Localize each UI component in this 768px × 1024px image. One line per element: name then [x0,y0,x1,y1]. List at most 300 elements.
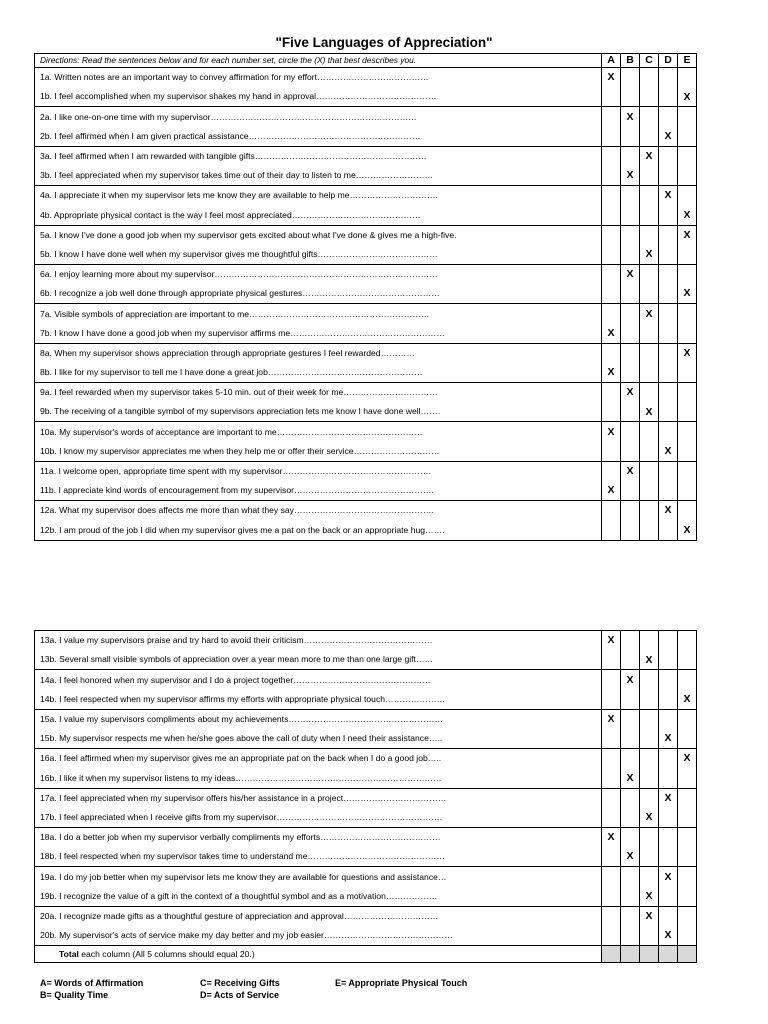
answer-cell-a[interactable] [602,827,621,847]
answer-cell-c[interactable] [640,729,659,749]
answer-cell-c[interactable] [640,264,659,284]
x-mark: X [683,287,691,300]
answer-cell-b[interactable] [621,461,640,481]
answer-cell-b[interactable] [621,749,640,769]
answer-cell-c[interactable] [640,886,659,906]
answer-cell-b[interactable] [621,650,640,670]
question-row [35,442,697,462]
answer-cell-a[interactable] [602,906,621,926]
answer-cell-d[interactable] [659,186,678,206]
answer-cell-b[interactable] [621,186,640,206]
answer-cell-c[interactable] [640,749,659,769]
question-row [35,343,697,363]
answer-cell-a[interactable] [602,383,621,403]
answer-cell-b[interactable] [621,225,640,245]
answer-cell-b[interactable] [621,264,640,284]
answer-cell-a[interactable] [602,886,621,906]
answer-cell-a[interactable] [602,670,621,690]
answer-cell-a[interactable] [602,422,621,442]
answer-cell-c[interactable] [640,847,659,867]
answer-cell-d[interactable] [659,808,678,828]
answer-cell-d[interactable] [659,481,678,501]
x-mark: X [645,248,653,261]
x-mark: X [645,653,653,666]
answer-cell-c[interactable] [640,709,659,729]
answer-cell-d[interactable] [659,670,678,690]
answer-cell-e[interactable] [678,205,697,225]
answer-cell-b[interactable] [621,343,640,363]
total-cell-c[interactable] [640,946,659,963]
answer-cell-c[interactable] [640,205,659,225]
answer-cell-a[interactable] [602,501,621,521]
question-row [35,847,697,867]
answer-cell-e[interactable] [678,906,697,926]
statement-text: 15a. I value my supervisors compliments about my achievements……………………………………………… [35,709,602,729]
answer-cell-e[interactable] [678,245,697,265]
x-mark: X [664,929,672,942]
x-mark: X [645,405,653,418]
answer-cell-e[interactable] [678,670,697,690]
answer-cell-d[interactable] [659,709,678,729]
answer-cell-a[interactable] [602,442,621,462]
answer-cell-e[interactable] [678,146,697,166]
statement-text: 19a. I do my job better when my supervisor lets me know they are available for questions and assistance… [35,867,602,887]
answer-cell-c[interactable] [640,127,659,147]
x-mark: X [626,169,634,182]
statement-text: 11b. I appreciate kind words of encouragement from my supervisor…………………………………………. [35,481,602,501]
answer-cell-e[interactable] [678,323,697,343]
question-row [35,886,697,906]
answer-cell-a[interactable] [602,402,621,422]
answer-cell-d[interactable] [659,442,678,462]
answer-cell-d[interactable] [659,363,678,383]
answer-cell-e[interactable] [678,709,697,729]
page-title: "Five Languages of Appreciation" [275,35,493,50]
answer-cell-a[interactable] [602,68,621,88]
x-mark: X [607,366,615,379]
answer-cell-b[interactable] [621,690,640,710]
answer-cell-a[interactable] [602,146,621,166]
answer-cell-a[interactable] [602,729,621,749]
answer-cell-a[interactable] [602,304,621,324]
answer-cell-d[interactable] [659,749,678,769]
question-row [35,264,697,284]
answer-cell-b[interactable] [621,284,640,304]
answer-cell-e[interactable] [678,481,697,501]
answer-cell-e[interactable] [678,127,697,147]
answer-cell-a[interactable] [602,481,621,501]
question-row [35,166,697,186]
answer-cell-d[interactable] [659,304,678,324]
answer-cell-e[interactable] [678,808,697,828]
answer-cell-d[interactable] [659,264,678,284]
statement-text: 2a. I like one-on-one time with my supervisor……………………………………………………………… [35,107,602,127]
x-mark: X [664,504,672,517]
question-row [35,205,697,225]
answer-cell-c[interactable] [640,670,659,690]
answer-cell-d[interactable] [659,323,678,343]
answer-cell-d[interactable] [659,205,678,225]
answer-cell-e[interactable] [678,867,697,887]
question-row [35,520,697,540]
answer-cell-c[interactable] [640,461,659,481]
statement-text: 20a. I recognize made gifts as a thoughtful gesture of appreciation and approval…………………………… [35,906,602,926]
answer-cell-a[interactable] [602,225,621,245]
question-row [35,670,697,690]
answer-cell-a[interactable] [602,709,621,729]
answer-cell-c[interactable] [640,422,659,442]
answer-cell-d[interactable] [659,107,678,127]
answer-cell-e[interactable] [678,87,697,107]
question-row [35,788,697,808]
questionnaire-table-2 [34,630,697,963]
answer-cell-b[interactable] [621,68,640,88]
answer-cell-a[interactable] [602,87,621,107]
answer-cell-c[interactable] [640,788,659,808]
answer-cell-d[interactable] [659,225,678,245]
x-mark: X [626,110,634,123]
legend-column-2 [200,977,280,1001]
answer-cell-e[interactable] [678,304,697,324]
x-mark: X [645,150,653,163]
answer-cell-b[interactable] [621,87,640,107]
statement-text: 17a. I feel appreciated when my supervisor offers his/her assistance in a project……………………………… [35,788,602,808]
question-row [35,186,697,206]
column-header-b: B [621,54,640,68]
answer-cell-b[interactable] [621,323,640,343]
question-row [35,245,697,265]
question-row [35,68,697,88]
answer-cell-e[interactable] [678,886,697,906]
x-mark: X [645,811,653,824]
x-mark: X [664,732,672,745]
column-header-d: D [659,54,678,68]
answer-cell-d[interactable] [659,127,678,147]
answer-cell-e[interactable] [678,107,697,127]
question-row [35,867,697,887]
answer-cell-d[interactable] [659,729,678,749]
answer-cell-e[interactable] [678,847,697,867]
answer-cell-b[interactable] [621,442,640,462]
answer-cell-d[interactable] [659,245,678,265]
answer-cell-a[interactable] [602,343,621,363]
statement-text: 8b. I like for my supervisor to tell me I have done a great job……………………………………………… [35,363,602,383]
answer-cell-a[interactable] [602,166,621,186]
answer-cell-e[interactable] [678,926,697,946]
answer-cell-c[interactable] [640,304,659,324]
answer-cell-d[interactable] [659,402,678,422]
statement-text: 7a. Visible symbols of appreciation are important to me……………………………………………………… [35,304,602,324]
statement-text: 18a. I do a better job when my supervisor verbally compliments my efforts…………………………………… [35,827,602,847]
answer-cell-c[interactable] [640,323,659,343]
answer-cell-c[interactable] [640,363,659,383]
answer-cell-d[interactable] [659,520,678,540]
x-mark: X [607,326,615,339]
answer-cell-d[interactable] [659,867,678,887]
question-row [35,87,697,107]
total-cell-a[interactable] [602,946,621,963]
statement-text: 10a. My supervisor's words of acceptance are important to me…………………………………………… [35,422,602,442]
answer-cell-c[interactable] [640,501,659,521]
answer-cell-b[interactable] [621,768,640,788]
answer-cell-b[interactable] [621,127,640,147]
answer-cell-c[interactable] [640,867,659,887]
answer-cell-d[interactable] [659,788,678,808]
answer-cell-e[interactable] [678,225,697,245]
answer-cell-e[interactable] [678,284,697,304]
statement-text: 7b. I know I have done a good job when my supervisor affirms me……………………………………………… [35,323,602,343]
answer-cell-e[interactable] [678,768,697,788]
answer-cell-c[interactable] [640,442,659,462]
legend-column-3 [335,977,467,989]
answer-cell-b[interactable] [621,501,640,521]
answer-cell-d[interactable] [659,166,678,186]
statement-text: 19b. I recognize the value of a gift in the context of a thoughtful symbol and as a motivation……………… [35,886,602,906]
answer-cell-a[interactable] [602,631,621,651]
total-cell-e[interactable] [678,946,697,963]
question-row [35,461,697,481]
answer-cell-d[interactable] [659,768,678,788]
answer-cell-b[interactable] [621,631,640,651]
answer-cell-e[interactable] [678,501,697,521]
answer-cell-b[interactable] [621,166,640,186]
answer-cell-e[interactable] [678,788,697,808]
statement-text: 17b. I feel appreciated when I receive gifts from my supervisor…………………………………………………. [35,808,602,828]
answer-cell-b[interactable] [621,481,640,501]
question-row [35,827,697,847]
x-mark: X [626,771,634,784]
answer-cell-b[interactable] [621,886,640,906]
answer-cell-d[interactable] [659,650,678,670]
answer-cell-b[interactable] [621,245,640,265]
answer-cell-d[interactable] [659,501,678,521]
answer-cell-c[interactable] [640,166,659,186]
answer-cell-d[interactable] [659,847,678,867]
x-mark: X [645,889,653,902]
question-row [35,709,697,729]
answer-cell-e[interactable] [678,422,697,442]
answer-cell-b[interactable] [621,205,640,225]
answer-cell-c[interactable] [640,383,659,403]
question-row [35,146,697,166]
total-note: each column (All 5 columns should equal 20.) [78,948,255,959]
answer-cell-e[interactable] [678,690,697,710]
answer-cell-e[interactable] [678,827,697,847]
answer-cell-b[interactable] [621,146,640,166]
x-mark: X [683,346,691,359]
answer-cell-a[interactable] [602,245,621,265]
total-cell-d[interactable] [659,946,678,963]
answer-cell-c[interactable] [640,650,659,670]
question-row [35,808,697,828]
answer-cell-a[interactable] [602,808,621,828]
answer-cell-e[interactable] [678,186,697,206]
statement-text: 5a. I know I've done a good job when my supervisor gets excited about what I've done & gives me a high-five. [35,225,602,245]
answer-cell-e[interactable] [678,383,697,403]
answer-cell-a[interactable] [602,749,621,769]
answer-cell-d[interactable] [659,383,678,403]
answer-cell-e[interactable] [678,402,697,422]
answer-cell-b[interactable] [621,383,640,403]
answer-cell-d[interactable] [659,906,678,926]
statement-text: 4a. I appreciate it when my supervisor lets me know they are available to help me…………………………. [35,186,602,206]
question-row [35,926,697,946]
x-mark: X [607,713,615,726]
answer-cell-e[interactable] [678,461,697,481]
answer-cell-e[interactable] [678,520,697,540]
x-mark: X [607,484,615,497]
answer-cell-b[interactable] [621,363,640,383]
answer-cell-b[interactable] [621,709,640,729]
answer-cell-d[interactable] [659,68,678,88]
x-mark: X [626,386,634,399]
answer-cell-a[interactable] [602,363,621,383]
question-row [35,690,697,710]
question-row [35,768,697,788]
answer-cell-b[interactable] [621,729,640,749]
answer-cell-b[interactable] [621,906,640,926]
answer-cell-b[interactable] [621,926,640,946]
answer-cell-a[interactable] [602,323,621,343]
answer-cell-d[interactable] [659,631,678,651]
answer-cell-c[interactable] [640,520,659,540]
answer-cell-d[interactable] [659,886,678,906]
table-header-row [35,54,697,68]
answer-cell-b[interactable] [621,788,640,808]
answer-cell-a[interactable] [602,107,621,127]
answer-cell-c[interactable] [640,225,659,245]
x-mark: X [664,791,672,804]
answer-cell-c[interactable] [640,827,659,847]
question-row [35,363,697,383]
answer-cell-a[interactable] [602,186,621,206]
answer-cell-c[interactable] [640,284,659,304]
answer-cell-a[interactable] [602,264,621,284]
answer-cell-b[interactable] [621,867,640,887]
x-mark: X [664,129,672,142]
answer-cell-d[interactable] [659,87,678,107]
answer-cell-b[interactable] [621,827,640,847]
total-label [35,946,602,963]
answer-cell-d[interactable] [659,461,678,481]
answer-cell-e[interactable] [678,729,697,749]
answer-cell-c[interactable] [640,343,659,363]
x-mark: X [645,909,653,922]
answer-cell-c[interactable] [640,690,659,710]
answer-cell-e[interactable] [678,650,697,670]
answer-cell-d[interactable] [659,827,678,847]
directions-text: Directions: Read the sentences below and for each number set, circle the (X) that best describes you. [35,54,602,68]
answer-cell-a[interactable] [602,847,621,867]
statement-text: 3a. I feel affirmed when I am rewarded with tangible gifts…………………………………………………… [35,146,602,166]
answer-cell-a[interactable] [602,284,621,304]
answer-cell-c[interactable] [640,402,659,422]
answer-cell-e[interactable] [678,343,697,363]
answer-cell-b[interactable] [621,422,640,442]
statement-text: 12b. I am proud of the job I did when my supervisor gives me a pat on the back or an appropriate hug……. [35,520,602,540]
answer-cell-c[interactable] [640,107,659,127]
x-mark: X [683,752,691,765]
answer-cell-e[interactable] [678,166,697,186]
x-mark: X [626,268,634,281]
answer-cell-c[interactable] [640,808,659,828]
answer-cell-a[interactable] [602,690,621,710]
answer-cell-d[interactable] [659,422,678,442]
answer-cell-a[interactable] [602,205,621,225]
statement-text: 9b. The receiving of a tangible symbol of my supervisors appreciation lets me know I have done well……. [35,402,602,422]
x-mark: X [683,523,691,536]
total-cell-b[interactable] [621,946,640,963]
answer-cell-b[interactable] [621,304,640,324]
answer-cell-b[interactable] [621,847,640,867]
answer-cell-e[interactable] [678,631,697,651]
answer-cell-c[interactable] [640,768,659,788]
answer-cell-e[interactable] [678,363,697,383]
answer-cell-d[interactable] [659,146,678,166]
answer-cell-d[interactable] [659,690,678,710]
answer-cell-a[interactable] [602,461,621,481]
answer-cell-e[interactable] [678,68,697,88]
question-row [35,906,697,926]
answer-cell-a[interactable] [602,650,621,670]
question-row [35,304,697,324]
answer-cell-c[interactable] [640,481,659,501]
answer-cell-b[interactable] [621,670,640,690]
answer-cell-e[interactable] [678,442,697,462]
answer-cell-b[interactable] [621,520,640,540]
answer-cell-b[interactable] [621,402,640,422]
statement-text: 10b. I know my supervisor appreciates me when they help me or offer their service………………………… [35,442,602,462]
answer-cell-a[interactable] [602,788,621,808]
answer-cell-c[interactable] [640,186,659,206]
answer-cell-d[interactable] [659,926,678,946]
answer-cell-c[interactable] [640,926,659,946]
question-row [35,323,697,343]
legend-b: B= Quality Time [40,990,109,1000]
answer-cell-a[interactable] [602,926,621,946]
answer-cell-d[interactable] [659,343,678,363]
answer-cell-a[interactable] [602,520,621,540]
x-mark: X [607,634,615,647]
question-row [35,107,697,127]
legend-d: D= Acts of Service [200,990,279,1000]
answer-cell-c[interactable] [640,87,659,107]
answer-cell-e[interactable] [678,749,697,769]
x-mark: X [626,465,634,478]
x-mark: X [683,228,691,241]
answer-cell-a[interactable] [602,127,621,147]
answer-cell-e[interactable] [678,264,697,284]
statement-text: 1b. I feel accomplished when my supervisor shakes my hand in approval…………………………………… [35,87,602,107]
answer-cell-c[interactable] [640,146,659,166]
statement-text: 18b. I feel respected when my supervisor takes time to understand me………………………………………… [35,847,602,867]
answer-cell-d[interactable] [659,284,678,304]
total-row [35,946,697,963]
statement-text: 20b. My supervisor's acts of service make my day better and my job easier……………………………………… [35,926,602,946]
answer-cell-c[interactable] [640,906,659,926]
answer-cell-c[interactable] [640,245,659,265]
statement-text: 6a. I enjoy learning more about my supervisor…………………………………………………………………… [35,264,602,284]
answer-cell-a[interactable] [602,867,621,887]
question-row [35,749,697,769]
x-mark: X [645,307,653,320]
answer-cell-b[interactable] [621,107,640,127]
answer-cell-b[interactable] [621,808,640,828]
column-header-c: C [640,54,659,68]
answer-cell-c[interactable] [640,631,659,651]
answer-cell-c[interactable] [640,68,659,88]
answer-cell-a[interactable] [602,768,621,788]
